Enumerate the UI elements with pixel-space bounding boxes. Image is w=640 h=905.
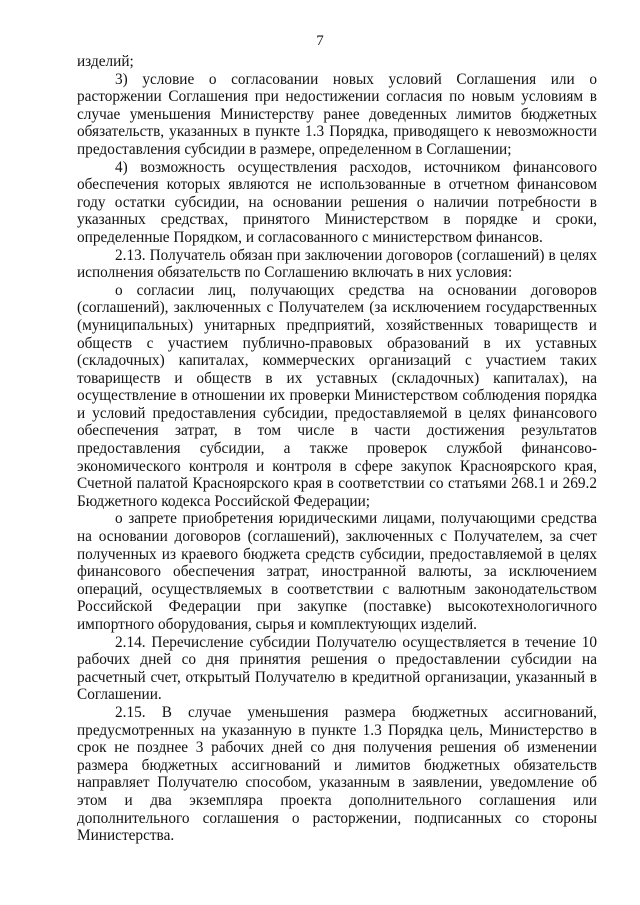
paragraph-item-4: 4) возможность осуществления расходов, источником финансового обеспечения которых являются не использованные в отчетном финансовом году остатки субсидии, на основании решения о наличии потребности в указанных средствах, принятого Министерством в порядке и сроки, определенные Порядком, и согласованного с министерством финансов. [77,158,597,246]
paragraph-continuation: изделий; [77,53,134,70]
paragraph-2-15: 2.15. В случае уменьшения размера бюджетных ассигнований, предусмотренных на указанную в пункте 1.3 Порядка цель, Министерство в срок не позднее 3 рабочих дней со дня получения решения об изменении размера бюджетных ассигнований и лимитов бюджетных обязательств направляет Получателю способом, указанным в заявлении, уведомление об этом и два экземпляра проекта дополнительного соглашения или дополнительного соглашения о расторжении, подписанных со стороны Министерства. [77,703,597,845]
paragraph-currency-prohibition: о запрете приобретения юридическими лицами, получающими средства на основании договоров (соглашений), заключенных с Получателем, за счет полученных из краевого бюджета средств субсидии, предоставляемой в целях финансового обеспечения затрат, иностранной валюты, за исключением операций, осуществляемых в соответствии с валютным законодательством Российской Федерации при закупке (поставке) высокотехнологичного импортного оборудования, сырья и комплектующих изделий. [77,510,597,633]
paragraph-2-14: 2.14. Перечисление субсидии Получателю осуществляется в течение 10 рабочих дней со дня принятия решения о предоставлении субсидии на расчетный счет, открытый Получателю в кредитной организации, указанный в Соглашении. [77,633,597,704]
paragraph-item-3: 3) условие о согласовании новых условий Соглашения или о расторжении Соглашения при недостижении согласия по новым условиям в случае уменьшения Министерству ранее доведенных лимитов бюджетных обязательств, указанных в пункте 1.3 Порядка, приводящего к невозможности предоставления субсидии в размере, определенном в Соглашении; [77,70,597,158]
paragraph-2-13: 2.13. Получатель обязан при заключении договоров (соглашений) в целях исполнения обязательств по Соглашению включать в них условия: [77,246,597,282]
document-body [77,53,597,845]
paragraph-consent-condition: о согласии лиц, получающих средства на основании договоров (соглашений), заключенных с Получателем (за исключением государственных (муниципальных) унитарных предприятий, хозяйственных товариществ и обществ с участием публично-правовых образований в их уставных (складочных) капиталах, коммерческих организаций с участием таких товариществ и обществ в их уставных (складочных) капиталах), на осуществление в отношении их проверки Министерством соблюдения порядка и условий предоставления субсидии, предоставляемой в целях финансового обеспечения затрат, в том числе в части достижения результатов предоставления субсидии, а также проверок службой финансово-экономического контроля и контроля в сфере закупок Красноярского края, Счетной палатой Красноярского края в соответствии со статьями 268.1 и 269.2 Бюджетного кодекса Российской Федерации; [77,281,597,510]
page-number: 7 [316,33,324,49]
